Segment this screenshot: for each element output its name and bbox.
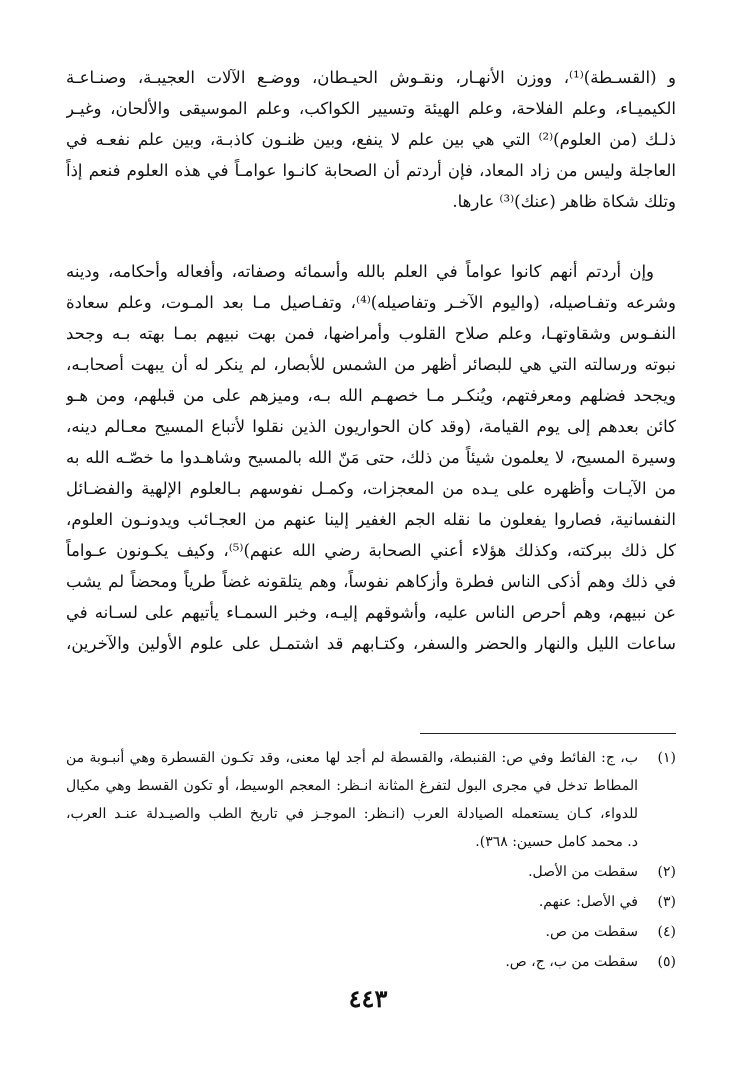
text-line: و (القسـطة)⁽¹⁾، ووزن الأنهـار، ونقـوش الحيـطان، ووضـع الآلات العجيبـة، وصنـاعـة <box>66 68 676 87</box>
paragraph-1 <box>66 62 676 217</box>
text-line: كائن بعدهم إلى يوم القيامة، (وقد كان الحواريون الذين نقلوا لأتباع المسيح معـالم دينه، <box>66 417 676 436</box>
footnote-line: ب، ج: الفائط وفي ص: القنبطة، والقسطة لم أجد لها معنى، وقد تكـون القسطرة وهي أنبـوبة من <box>66 750 638 766</box>
footnote-line: سقطت من الأصل. <box>528 864 638 880</box>
footnote-number: (٥) <box>657 954 676 970</box>
footnote-line: المطاط تدخل في مجرى البول لتفرغ المثانة انـظر: المعجم الوسيط، أو تكون القسط وهي مكيال <box>66 778 638 794</box>
text-line: عن نبيهم، وهم أحرص الناس عليه، وأشوقهم إليـه، وخبر السمـاء يأتيهم على لسـانه في <box>66 603 676 622</box>
text-line: وتلك شكاة ظاهر (عنك)⁽³⁾ عارها. <box>452 192 676 211</box>
text-line: ويجحد فضلهم ومعرفتهم، ويُنكـر مـا خصهـم الله بـه، وميزهم على من قبلهم، ومن هـو <box>66 386 676 405</box>
footnote-number: (١) <box>657 750 676 766</box>
footnotes <box>66 744 676 978</box>
footnote-line: في الأصل: عنهم. <box>538 894 638 910</box>
footnote-line: للدواء، كـان يستعمله الصيادلة العرب (انـظر: الموجـز في تاريخ الطب والصيـدلة عنـد العرب، <box>66 806 638 822</box>
page-number: ٤٤٣ <box>348 984 388 1013</box>
footnote-1 <box>66 744 676 856</box>
text-line: من الآيـات وأظهره على يـده من المعجزات، وكمـل نفوسهم بـالعلوم الإلهية والفضـائل <box>66 479 676 498</box>
footnote-2 <box>66 858 676 886</box>
paragraph-2 <box>66 256 676 659</box>
text-line: ساعات الليل والنهار والحضر والسفر، وكتـابهم قد اشتمـل على علوم الأولين والآخرين، <box>66 634 676 653</box>
text-line: في ذلك وهم أذكى الناس فطرة وأزكاهم نفوساً، وهم يتلقونه غضاً طرياً ومحضاً لم يشب <box>66 572 676 591</box>
footnote-4 <box>66 918 676 946</box>
footnote-line: سقطت من ب، ج، ص. <box>505 954 638 970</box>
text-line: وإن أردتم أنهم كانوا عواماً في العلم بالله وأسمائه وصفاته، وأفعاله وأحكامه، ودينه <box>66 262 654 281</box>
footnote-number: (٤) <box>657 924 676 940</box>
footnote-5 <box>66 948 676 976</box>
footnote-line: سقطت من ص. <box>545 924 638 940</box>
text-line: وسيرة المسيح، لا يعلمون شيئاً من ذلك، حتى مَنّ الله بالمسيح وشاهـدوا ما خصّـه الله به <box>66 448 676 467</box>
text-line: النفسانية، فصاروا يفعلون ما نقله الجم الغفير إلينا عنهم من العجـائب ويدونـون العلوم، <box>66 510 676 529</box>
text-line: وشرعه وتفـاصيله، (واليوم الآخـر وتفاصيله)⁽⁴⁾، وتفـاصيل مـا بعد المـوت، وعلم سعادة <box>66 293 676 312</box>
footnote-separator <box>420 733 676 734</box>
footnote-line: د. محمد كامل حسين: ٣٦٨). <box>475 834 638 850</box>
footnote-number: (٢) <box>657 864 676 880</box>
footnote-number: (٣) <box>657 894 676 910</box>
footnote-3 <box>66 888 676 916</box>
text-line: نبوته ورسالته التي هي للبصائر أظهر من الشمس للأبصار، لم ينكر له أن يبهت أصحابـه، <box>66 355 676 374</box>
text-line: النفـوس وشقاوتهـا، وعلم صلاح القلوب وأمراضها، فمن بهت نبيهم بمـا بهته بـه وجحد <box>66 324 676 343</box>
text-line: الكيميـاء، وعلم الفلاحة، وعلم الهيئة وتسيير الكواكب، وعلم الموسيقى والألحان، وغيـر <box>66 99 676 118</box>
text-line: العاجلة وليس من زاد المعاد، فإن أردتم أن الصحابة كانـوا عوامـاً في هذه العلوم فنعم إذاً <box>66 161 676 180</box>
text-line: كل ذلك ببركته، وكذلك هؤلاء أعني الصحابة رضي الله عنهم)⁽⁵⁾، وكيف يكـونون عـواماً <box>66 541 676 560</box>
text-line: ذلـك (من العلوم)⁽²⁾ التي هي بين علم لا ينفع، وبين ظنـون كاذبـة، وبين علم نفعـه في <box>66 130 676 149</box>
